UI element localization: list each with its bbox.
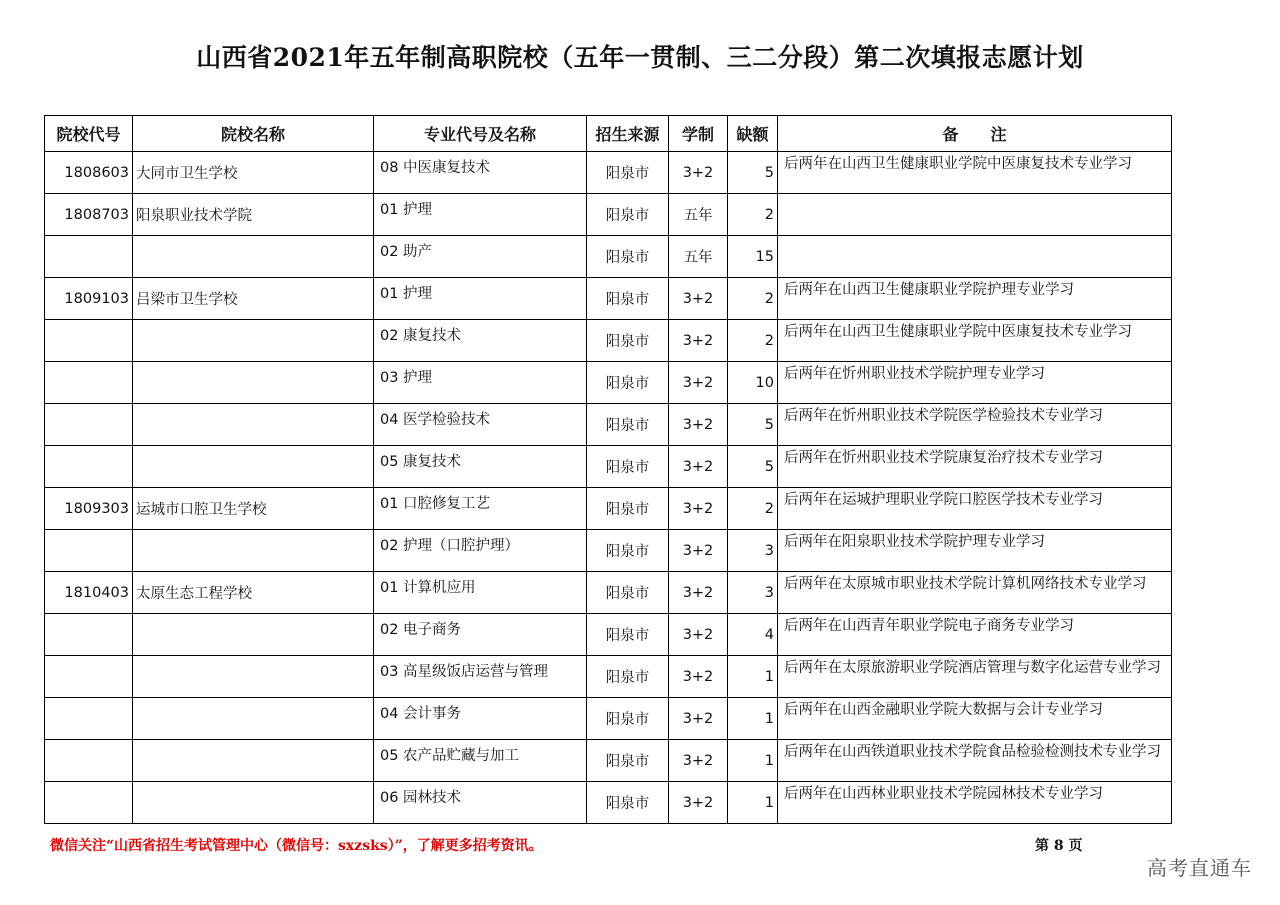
- note-cell: 后两年在山西卫生健康职业学院中医康复技术专业学习: [778, 152, 1172, 194]
- table-row: [45, 362, 1172, 404]
- school-code-cell: 1808603: [45, 152, 133, 194]
- page-title: 山西省2021年五年制高职院校（五年一贯制、三二分段）第二次填报志愿计划: [196, 43, 1084, 72]
- major-cell: 02 电子商务: [374, 614, 587, 656]
- years-cell: 3+2: [669, 278, 728, 320]
- years-cell: 3+2: [669, 362, 728, 404]
- quota-cell: 3: [728, 572, 778, 614]
- school-name-cell: 吕梁市卫生学校: [133, 278, 374, 320]
- major-cell: 04 会计事务: [374, 698, 587, 740]
- school-name-cell: 运城市口腔卫生学校: [133, 488, 374, 530]
- major-cell: 01 口腔修复工艺: [374, 488, 587, 530]
- note-cell: 后两年在运城护理职业学院口腔医学技术专业学习: [778, 488, 1172, 530]
- years-cell: 3+2: [669, 404, 728, 446]
- note-cell: 后两年在忻州职业技术学院护理专业学习: [778, 362, 1172, 404]
- years-cell: 五年: [669, 194, 728, 236]
- quota-cell: 2: [728, 194, 778, 236]
- table-row: [45, 278, 1172, 320]
- major-cell: 01 计算机应用: [374, 572, 587, 614]
- table-row: [45, 782, 1172, 824]
- major-cell: 01 护理: [374, 194, 587, 236]
- page-number: 第 8 页: [1035, 838, 1083, 854]
- school-code-cell: 1808703: [45, 194, 133, 236]
- table-row: [45, 236, 1172, 278]
- source-cell: 阳泉市: [587, 614, 669, 656]
- quota-cell: 2: [728, 320, 778, 362]
- years-cell: 3+2: [669, 488, 728, 530]
- school-code-cell: 1809303: [45, 488, 133, 530]
- years-cell: 3+2: [669, 782, 728, 824]
- years-cell: 3+2: [669, 530, 728, 572]
- header-major: 专业代号及名称: [374, 116, 587, 152]
- source-cell: 阳泉市: [587, 278, 669, 320]
- quota-cell: 1: [728, 782, 778, 824]
- quota-cell: 10: [728, 362, 778, 404]
- header-school-name: 院校名称: [133, 116, 374, 152]
- quota-cell: 2: [728, 488, 778, 530]
- source-cell: 阳泉市: [587, 572, 669, 614]
- source-cell: 阳泉市: [587, 530, 669, 572]
- quota-cell: 5: [728, 152, 778, 194]
- note-cell: 后两年在山西卫生健康职业学院护理专业学习: [778, 278, 1172, 320]
- table-body: [45, 152, 1172, 824]
- table-row: [45, 488, 1172, 530]
- source-cell: 阳泉市: [587, 656, 669, 698]
- school-name-cell: [133, 530, 374, 572]
- table-row: [45, 572, 1172, 614]
- school-code-cell: [45, 614, 133, 656]
- school-name-cell: 阳泉职业技术学院: [133, 194, 374, 236]
- table-row: [45, 530, 1172, 572]
- table-row: [45, 320, 1172, 362]
- table-row: [45, 614, 1172, 656]
- watermark-text: 高考直通车: [1147, 856, 1252, 880]
- quota-cell: 5: [728, 446, 778, 488]
- source-cell: 阳泉市: [587, 404, 669, 446]
- school-name-cell: [133, 740, 374, 782]
- note-cell: 后两年在山西卫生健康职业学院中医康复技术专业学习: [778, 320, 1172, 362]
- major-cell: 03 护理: [374, 362, 587, 404]
- school-code-cell: [45, 236, 133, 278]
- major-cell: 05 农产品贮藏与加工: [374, 740, 587, 782]
- major-cell: 04 医学检验技术: [374, 404, 587, 446]
- major-cell: 02 助产: [374, 236, 587, 278]
- source-cell: 阳泉市: [587, 152, 669, 194]
- school-code-cell: 1809103: [45, 278, 133, 320]
- source-cell: 阳泉市: [587, 488, 669, 530]
- school-name-cell: [133, 404, 374, 446]
- school-code-cell: [45, 530, 133, 572]
- years-cell: 3+2: [669, 152, 728, 194]
- school-name-cell: 太原生态工程学校: [133, 572, 374, 614]
- school-name-cell: [133, 320, 374, 362]
- source-cell: 阳泉市: [587, 320, 669, 362]
- note-cell: 后两年在阳泉职业技术学院护理专业学习: [778, 530, 1172, 572]
- school-name-cell: [133, 236, 374, 278]
- school-code-cell: [45, 656, 133, 698]
- quota-cell: 1: [728, 656, 778, 698]
- school-name-cell: [133, 446, 374, 488]
- note-cell: 后两年在忻州职业技术学院医学检验技术专业学习: [778, 404, 1172, 446]
- source-cell: 阳泉市: [587, 194, 669, 236]
- header-school-code: 院校代号: [45, 116, 133, 152]
- years-cell: 五年: [669, 236, 728, 278]
- school-code-cell: [45, 404, 133, 446]
- source-cell: 阳泉市: [587, 782, 669, 824]
- source-cell: 阳泉市: [587, 362, 669, 404]
- school-code-cell: [45, 740, 133, 782]
- years-cell: 3+2: [669, 740, 728, 782]
- major-cell: 05 康复技术: [374, 446, 587, 488]
- school-code-cell: 1810403: [45, 572, 133, 614]
- school-name-cell: [133, 656, 374, 698]
- school-code-cell: [45, 362, 133, 404]
- note-cell: [778, 236, 1172, 278]
- table-row: [45, 698, 1172, 740]
- header-quota: 缺额: [728, 116, 778, 152]
- years-cell: 3+2: [669, 446, 728, 488]
- school-name-cell: [133, 782, 374, 824]
- major-cell: 06 园林技术: [374, 782, 587, 824]
- quota-cell: 1: [728, 740, 778, 782]
- major-cell: 08 中医康复技术: [374, 152, 587, 194]
- note-cell: 后两年在太原旅游职业学院酒店管理与数字化运营专业学习: [778, 656, 1172, 698]
- quota-cell: 3: [728, 530, 778, 572]
- table-row: [45, 740, 1172, 782]
- source-cell: 阳泉市: [587, 446, 669, 488]
- years-cell: 3+2: [669, 572, 728, 614]
- school-code-cell: [45, 320, 133, 362]
- note-cell: 后两年在山西青年职业学院电子商务专业学习: [778, 614, 1172, 656]
- major-cell: 03 高星级饭店运营与管理: [374, 656, 587, 698]
- quota-cell: 2: [728, 278, 778, 320]
- school-name-cell: [133, 362, 374, 404]
- table-row: [45, 404, 1172, 446]
- source-cell: 阳泉市: [587, 740, 669, 782]
- table-row: [45, 446, 1172, 488]
- table-row: [45, 194, 1172, 236]
- years-cell: 3+2: [669, 614, 728, 656]
- source-cell: 阳泉市: [587, 698, 669, 740]
- note-cell: [778, 194, 1172, 236]
- note-cell: 后两年在忻州职业技术学院康复治疗技术专业学习: [778, 446, 1172, 488]
- quota-cell: 4: [728, 614, 778, 656]
- major-cell: 02 康复技术: [374, 320, 587, 362]
- major-cell: 01 护理: [374, 278, 587, 320]
- note-cell: 后两年在太原城市职业技术学院计算机网络技术专业学习: [778, 572, 1172, 614]
- note-cell: 后两年在山西金融职业学院大数据与会计专业学习: [778, 698, 1172, 740]
- note-cell: 后两年在山西铁道职业技术学院食品检验检测技术专业学习: [778, 740, 1172, 782]
- note-cell: 后两年在山西林业职业技术学院园林技术专业学习: [778, 782, 1172, 824]
- years-cell: 3+2: [669, 656, 728, 698]
- source-cell: 阳泉市: [587, 236, 669, 278]
- header-years: 学制: [669, 116, 728, 152]
- school-code-cell: [45, 698, 133, 740]
- school-code-cell: [45, 782, 133, 824]
- table-header-row: [45, 116, 1172, 152]
- enrollment-plan-table: [44, 115, 1172, 824]
- school-name-cell: 大同市卫生学校: [133, 152, 374, 194]
- school-code-cell: [45, 446, 133, 488]
- quota-cell: 15: [728, 236, 778, 278]
- quota-cell: 5: [728, 404, 778, 446]
- table-row: [45, 656, 1172, 698]
- quota-cell: 1: [728, 698, 778, 740]
- header-note: 备 注: [778, 116, 1172, 152]
- major-cell: 02 护理（口腔护理）: [374, 530, 587, 572]
- years-cell: 3+2: [669, 698, 728, 740]
- wechat-notice: 微信关注“山西省招生考试管理中心（微信号：sxzsks）”，了解更多招考资讯。: [50, 838, 543, 854]
- header-source: 招生来源: [587, 116, 669, 152]
- years-cell: 3+2: [669, 320, 728, 362]
- table-row: [45, 152, 1172, 194]
- school-name-cell: [133, 698, 374, 740]
- school-name-cell: [133, 614, 374, 656]
